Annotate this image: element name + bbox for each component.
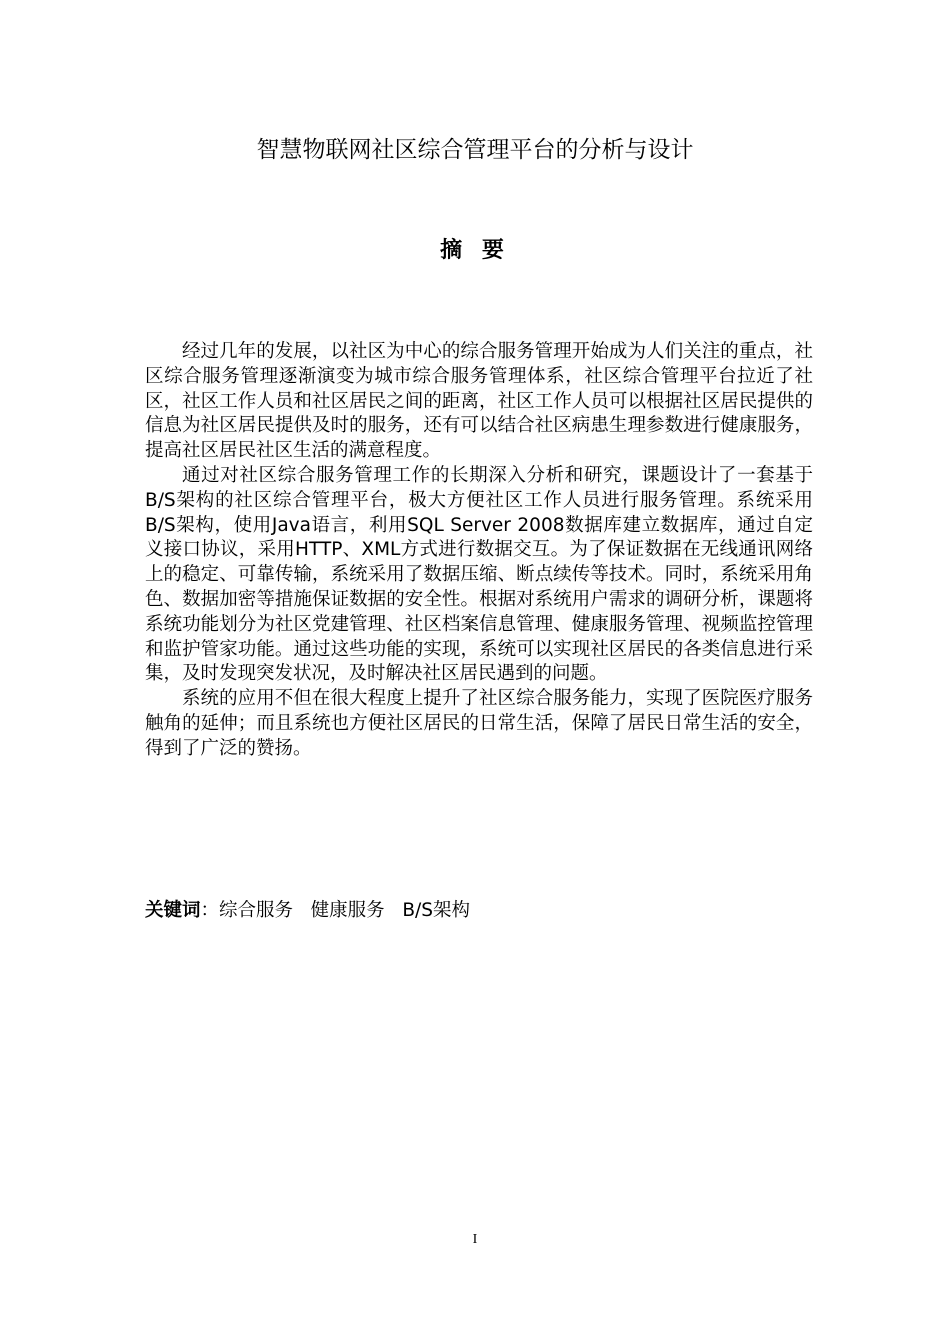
abstract-paragraph-3: 系统的应用不但在很大程度上提升了社区综合服务能力，实现了医院医疗服务触角的延伸；而且系统也方便社区居民的日常生活，保障了居民日常生活的安全，得到了广泛的赞扬。	[145, 688, 813, 759]
abstract-heading: 摘 要	[440, 238, 510, 263]
keywords-line	[145, 898, 813, 924]
abstract-paragraph-2: 通过对社区综合服务管理工作的长期深入分析和研究，课题设计了一套基于B/S架构的社区综合管理平台，极大方便社区工作人员进行服务管理。系统采用B/S架构，使用Java语言，利用SQL Server 2008数据库建立数据库，通过自定义接口协议，采用HTTP、XML方式进行数据交互。为了保证数据在无线通讯网络上的稳定、可靠传输，系统采用了数据压缩、断点续传等技术。同时，系统采用角色、数据加密等措施保证数据的安全性。根据对系统用户需求的调研分析，课题将系统功能划分为社区党建管理、社区档案信息管理、健康服务管理、视频监控管理和监护管家功能。通过这些功能的实现，系统可以实现社区居民的各类信息进行采集，及时发现突发状况，及时解决社区居民遇到的问题。	[145, 464, 813, 685]
keywords-colon: ：	[200, 900, 220, 921]
abstract-body	[145, 340, 813, 762]
keywords-label: 关键词	[145, 900, 201, 921]
document-title: 智慧物联网社区综合管理平台的分析与设计	[256, 137, 694, 163]
keywords-text: 综合服务 健康服务 B/S架构	[219, 900, 470, 921]
abstract-paragraph-1: 经过几年的发展，以社区为中心的综合服务管理开始成为人们关注的重点，社区综合服务管理逐渐演变为城市综合服务管理体系，社区综合管理平台拉近了社区，社区工作人员和社区居民之间的距离，社区工作人员可以根据社区居民提供的信息为社区居民提供及时的服务，还有可以结合社区病患生理参数进行健康服务，提高社区居民社区生活的满意程度。	[145, 341, 813, 462]
page-number: I	[472, 1232, 478, 1247]
